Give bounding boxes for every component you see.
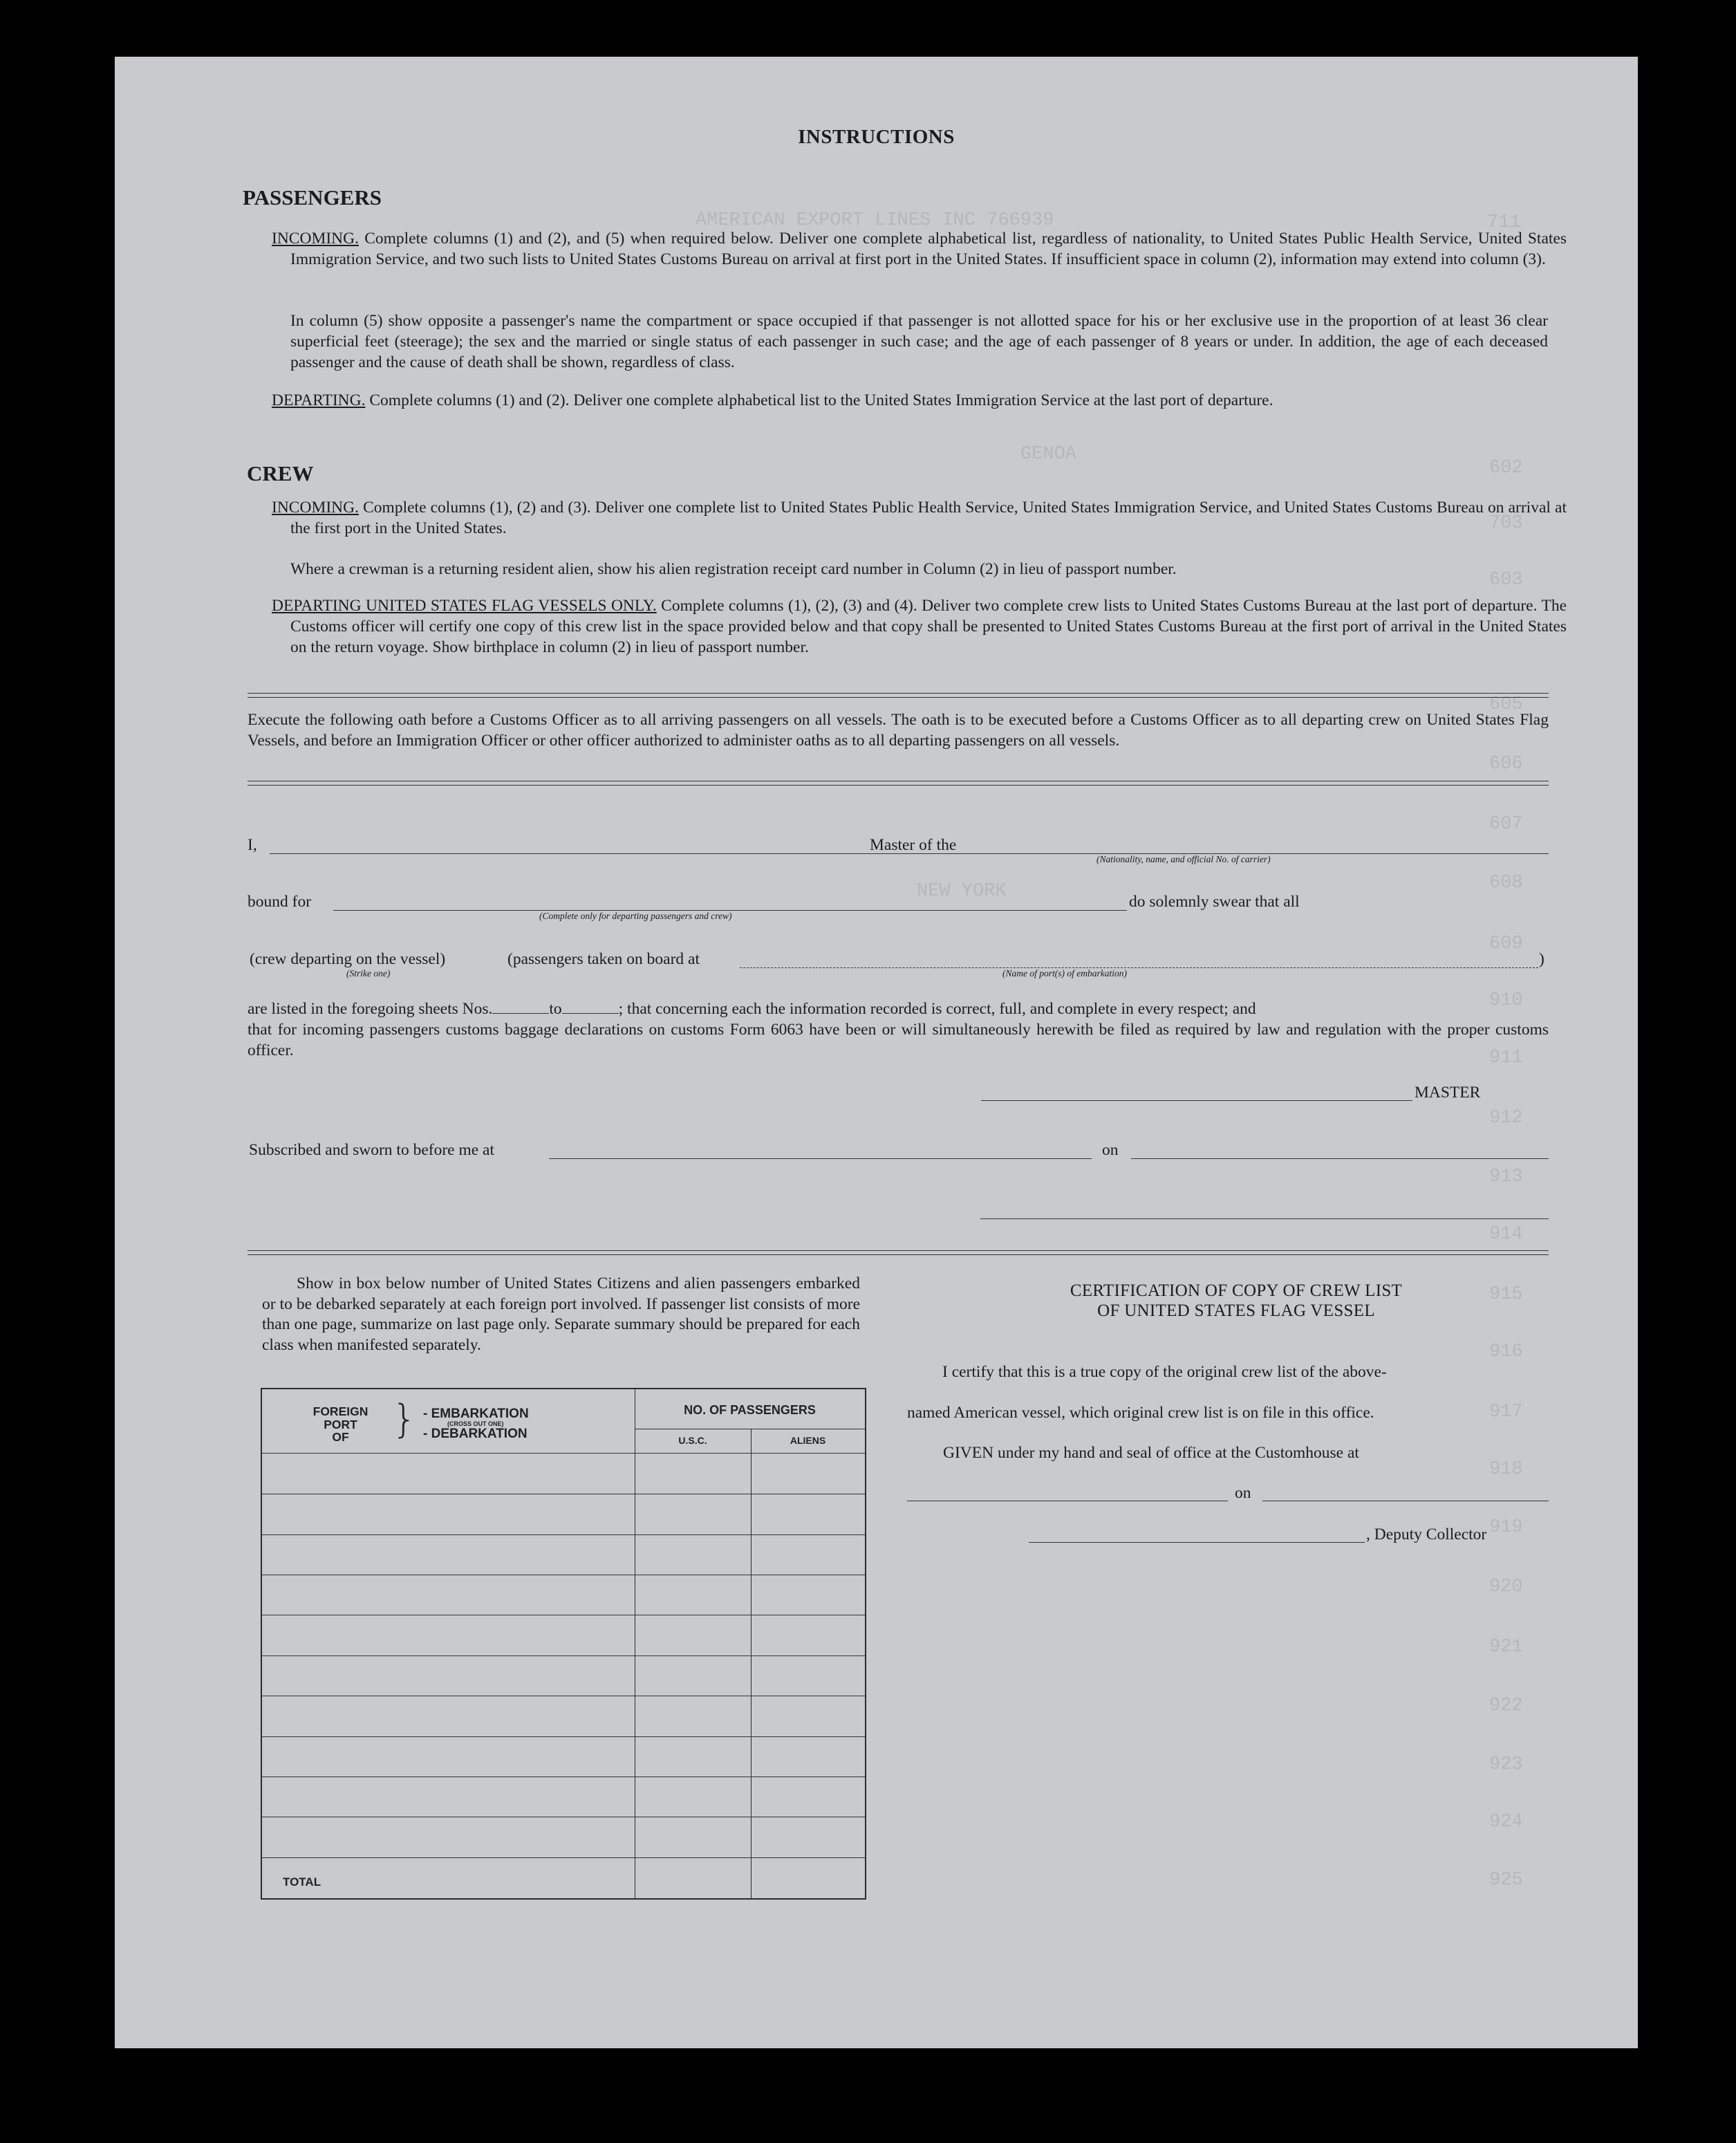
certification-title: CERTIFICATION OF COPY OF CREW LIST OF UNITED STATES FLAG VESSEL xyxy=(1070,1281,1403,1320)
page-title: INSTRUCTIONS xyxy=(798,126,955,148)
no-passengers-header: NO. OF PASSENGERS xyxy=(684,1403,816,1417)
oath-i-label: I, xyxy=(248,836,257,854)
passengers-heading: PASSENGERS xyxy=(243,185,382,210)
sheet-to-field[interactable] xyxy=(562,1013,619,1014)
sworn-date-field[interactable] xyxy=(1131,1158,1549,1159)
crew-heading: CREW xyxy=(247,461,314,485)
divider xyxy=(248,781,1549,786)
subscribed-label: Subscribed and sworn to before me at xyxy=(249,1141,495,1159)
close-paren: ) xyxy=(1539,950,1544,968)
port-caption: (Name of port(s) of embarkation) xyxy=(1002,968,1127,978)
certify-line-2: named American vessel, which original crew list is on file in this office. xyxy=(907,1404,1374,1422)
sworn-place-field[interactable] xyxy=(549,1158,1092,1159)
crew-option[interactable]: (crew departing on the vessel) xyxy=(250,950,446,968)
crew-departing-text: Complete columns (1), (2), (3) and (4). Deliver two complete crew lists to United States Customs Bureau at the last port of departure. The Customs officer will certify one copy of this crew list in the space provided below and that copy shall be presented to United States Customs Bureau at the first port of arrival in the United States on the return voyage. Show birthplace in column (2) in lieu of passport number. xyxy=(290,597,1567,656)
master-signature-field[interactable] xyxy=(981,1100,1412,1101)
crew-resident-paragraph: Where a crewman is a returning resident alien, show his alien registration receipt card number in Column (2) in lieu of passport number. xyxy=(290,560,1177,578)
bound-caption: (Complete only for departing passengers and crew) xyxy=(539,911,732,921)
passengers-column5-paragraph: In column (5) show opposite a passenger's name the compartment or space occupied if that passenger is not allotted space for his or her exclusive use in the proportion of at least 36 clear superficial feet (steerage); the sex and the married or single status of each passenger in such case; and the age of each passenger of 8 years or under. In addition, the age of each deceased passenger and the cause of death shall be shown, regardless of class. xyxy=(290,312,1548,371)
passengers-departing-text: Complete columns (1) and (2). Deliver one complete alphabetical list to the United States Immigration Service at the last port of departure. xyxy=(369,391,1273,409)
divider xyxy=(248,693,1549,698)
passengers-departing-label: DEPARTING. xyxy=(272,391,366,409)
foreign-port-header: FOREIGN PORT OF xyxy=(312,1404,368,1444)
total-label: TOTAL xyxy=(283,1875,321,1889)
listed-text-2: that for incoming passengers customs baggage declarations on customs Form 6063 have been or will simultaneously herewith be filed as required by law and regulation with the proper customs officer. xyxy=(248,1021,1549,1059)
aliens-header: ALIENS xyxy=(790,1435,826,1446)
passengers-departing-paragraph xyxy=(272,390,1567,411)
divider xyxy=(248,1250,1549,1255)
listed-pre: are listed in the foregoing sheets Nos. xyxy=(248,1000,493,1018)
listed-text-1: ; that concerning each the information recorded is correct, full, and complete in every respect; and xyxy=(618,1000,1256,1018)
summary-instructions: Show in box below number of United States Citizens and alien passengers embarked or to be debarked separately at each foreign port involved. If passenger list consists of more than one page, summarize on last page only. Separate summary should be prepared for each class when manifested separately. xyxy=(262,1274,860,1354)
sworn-on-label: on xyxy=(1102,1141,1119,1159)
listed-line xyxy=(248,999,1256,1019)
oath-intro: Execute the following oath before a Customs Officer as to all arriving passengers on all vessels. The oath is to be executed before a Customs Officer as to all departing crew on United States Flag Vessels, and before an Immigration Officer or other officer authorized to administer oaths as to all departing passengers on all vessels. xyxy=(248,711,1549,750)
debarkation-label[interactable]: - DEBARKATION xyxy=(423,1427,528,1441)
passenger-summary-table xyxy=(261,1388,866,1900)
passengers-incoming-paragraph xyxy=(272,228,1567,270)
passengers-incoming-label: INCOMING. xyxy=(272,230,359,248)
nationality-caption: (Nationality, name, and official No. of carrier) xyxy=(1096,854,1271,864)
master-label: MASTER xyxy=(1415,1084,1481,1102)
sheet-from-field[interactable] xyxy=(492,1013,549,1014)
crew-incoming-paragraph xyxy=(272,497,1567,539)
form-sheet: 711 602 703 603 605 606 607 608 609 910 911 912 913 914 915 916 917 918 919 920 921 922 923 924 925 AMERICAN EXPORT LINES INC 766939 GENOA NEW YORK INSTRUCTIONS PASSENGERS INCOMING. Complete columns (1) and (2), and (5) when required below. Deliver one complete alphabetical list, regardless of nationality, to United States Public Health Service, United States Immigration Service, and two such lists to United States Customs Bureau on arrival at first port in the United States. If insufficient space in column (2), information may extend into column (3). In column (5) show opposite a passenger's name the compartment or space occupied if that passenger is not allotted space for his or her exclusive use in the proportion of at least 36 clear superficial feet (steerage); the sex and the married or single status of each passenger in such case; and the age of each passenger of 8 years or under. In addition, the age of each deceased passenger and the cause of death shall be shown, regardless of class. DEPARTING. Complete columns (1) and (2). Deliver one complete alphabetical list to the United States Immigration Service at the last port of departure. CREW INCOMING. Complete columns (1), (2) and (3). Deliver one complete list to United States Public Health Service, United States Immigration Service, and United States Customs Bureau on arrival at the first port in the United States. Where a crewman is a returning resident alien, show his alien registration receipt card number in Column (2) in lieu of passport number. DEPARTING UNITED STATES FLAG VESSELS ONLY. Complete columns (1), (2), (3) and (4). Deliver two complete crew lists to United States Customs Bureau at the last port of departure. The Customs officer will certify one copy of this crew list in the space provided below and that copy shall be presented to United States Customs Bureau at the first port of arrival in the United States on the return voyage. Show birthplace in column (2) in lieu of passport number. Execute the following oath before a Customs Officer as to all arriving passengers on all vessels. The oath is to be executed before a Customs Officer as to all departing crew on United States Flag Vessels, and before an Immigration Officer or other officer authorized to administer oaths as to all departing passengers on all vessels. I, Master of the (Nationality, name, and official No. of carrier) bound for (Complete only for departing passengers and crew) do solemnly swear that all (crew departing on the vessel) (passengers taken on board at ) (Strike one) (Name of port(s) of embarkation) are listed in the foregoing sheets Nos. to ; that concerning each the information recorded is correct, full, and complete in every respect; and that for incoming passengers customs baggage declarations on customs Form 6063 have been or will simultaneously herewith be filed as required by law and regulation with the proper customs officer. MASTER Subscribed and sworn to before me at on Show in box below number of United States Citizens and alien passengers embarked or to be debarked separately at each foreign port involved. If passenger list consists of more than one page, summarize on last page only. Separate summary should be prepared for each class when manifested separately. FOREIGN PORT OF } - EMBARKATION (CROSS OUT ONE) - DEBARKATION NO. OF PASSENGERS U.S.C. ALIENS TOTAL CERTIFICATION OF COPY OF CREW LIST OF UNITED STATES FLAG VESSEL I certify that this is a true copy of the original crew list of the above- named American vessel, which original crew list is on file in this office. GIVEN under my hand and seal of office at the Customhouse at on , Deputy Collector xyxy=(115,57,1638,2048)
embarkation-label[interactable]: - EMBARKATION xyxy=(423,1407,529,1421)
passengers-incoming-text: Complete columns (1) and (2), and (5) when required below. Deliver one complete alphabetical list, regardless of nationality, to United States Public Health Service, United States Immigration Service, and two such lists to United States Customs Bureau on arrival at first port in the United States. If insufficient space in column (2), information may extend into column (3). xyxy=(290,230,1567,268)
brace-icon: } xyxy=(392,1397,417,1442)
bound-for-label: bound for xyxy=(248,893,312,911)
swear-label: do solemnly swear that all xyxy=(1129,893,1300,911)
crew-incoming-label: INCOMING. xyxy=(272,499,359,517)
officer-signature-field[interactable] xyxy=(980,1218,1549,1219)
crew-incoming-text: Complete columns (1), (2) and (3). Deliver one complete list to United States Public Health Service, United States Immigration Service, and United States Customs Bureau on arrival at the first port in the United States. xyxy=(290,499,1567,537)
port-embarkation-field[interactable] xyxy=(740,967,1538,968)
crew-departing-label: DEPARTING UNITED STATES FLAG VESSELS ONLY. xyxy=(272,597,657,615)
given-line: GIVEN under my hand and seal of office at the Customhouse at xyxy=(943,1444,1359,1462)
deputy-collector-label: , Deputy Collector xyxy=(1366,1525,1487,1543)
usc-header: U.S.C. xyxy=(678,1435,707,1446)
crew-departing-paragraph xyxy=(272,595,1567,658)
passengers-option[interactable]: (passengers taken on board at xyxy=(507,950,700,968)
cert-on-label: on xyxy=(1235,1484,1251,1502)
master-of-label: Master of the xyxy=(870,836,957,854)
certify-line-1: I certify that this is a true copy of the original crew list of the above- xyxy=(942,1363,1387,1381)
listed-to: to xyxy=(549,1000,562,1018)
deputy-signature-field[interactable] xyxy=(1029,1542,1365,1543)
strike-caption: (Strike one) xyxy=(346,968,391,978)
cross-out-note: (CROSS OUT ONE) xyxy=(447,1420,504,1427)
